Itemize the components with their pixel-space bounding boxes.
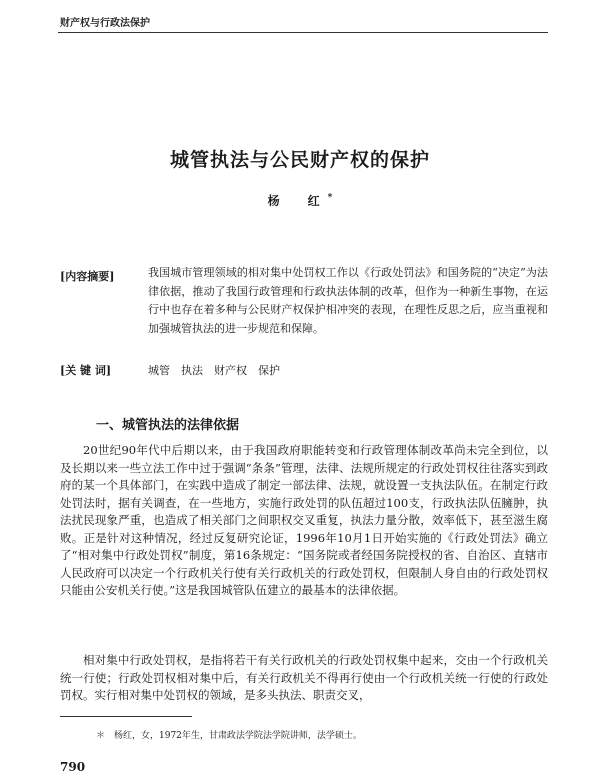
page-number: 790 — [60, 760, 86, 774]
footnote-rule — [60, 716, 192, 717]
abstract-text: 我国城市管理领域的相对集中处罚权工作以《行政处罚法》和国务院的“决定”为法律依据，推动了我国行政管理和行政执法体制的改革，但作为一种新生事物，在运行中也存在着多种与公民财产权保护相冲突的表现，在理性反思之后，应当重视和加强城管执法的进一步规范和保障。 — [148, 266, 548, 335]
author — [0, 192, 600, 209]
body-paragraph-2: 相对集中行政处罚权，是指将若干有关行政机关的行政处罚权集中起来，交由一个行政机关统一行使；行政处罚权相对集中后，有关行政机关不得再行使由一个行政机关统一行使的行政处罚权。实行相对集中处罚权的领域，是多头执法、职责交叉， — [60, 653, 548, 702]
article-title: 城管执法与公民财产权的保护 — [169, 149, 430, 171]
author-name: 杨 红 — [267, 194, 328, 208]
section-heading: 一、城管执法的法律依据 — [96, 418, 240, 433]
footnote: ＊ 杨红，女，1972年生，甘肃政法学院法学院讲师，法学硕士。 — [96, 731, 362, 741]
header-rule — [58, 32, 548, 33]
abstract-label: [内容摘要] — [60, 270, 115, 283]
keywords-label: [关 键 词] — [60, 364, 112, 377]
keywords-text: 城管 执法 财产权 保护 — [148, 364, 280, 377]
running-header: 财产权与行政法保护 — [60, 18, 150, 29]
author-footnote-mark: * — [327, 193, 333, 203]
body-paragraph-1: 20世纪90年代中后期以来，由于我国政府职能转变和行政管理体制改革尚未完全到位，以及长期以来一些立法工作中过于强调“条条”管理，法律、法规所规定的行政处罚权往往落实到政府的某一个具体部门，在实践中造成了制定一部法律、法规，就设置一支执法队伍。在制定行政处罚法时，据有关调查，在一些地方，实施行政处罚的队伍超过100支，行政执法队伍臃肿，执法扰民现象严重，也造成了相关部门之间职权交叉重复，执法力量分散，效率低下，甚至滋生腐败。正是针对这种情况，经过反复研究论证，1996年10月1日开始实施的《行政处罚法》确立了“相对集中行政处罚权”制度，第16条规定：“国务院或者经国务院授权的省、自治区、直辖市人民政府可以决定一个行政机关行使有关行政机关的行政处罚权，但限制人身自由的行政处罚权只能由公安机关行使。”这是我国城管队伍建立的最基本的法律依据。 — [60, 443, 548, 597]
